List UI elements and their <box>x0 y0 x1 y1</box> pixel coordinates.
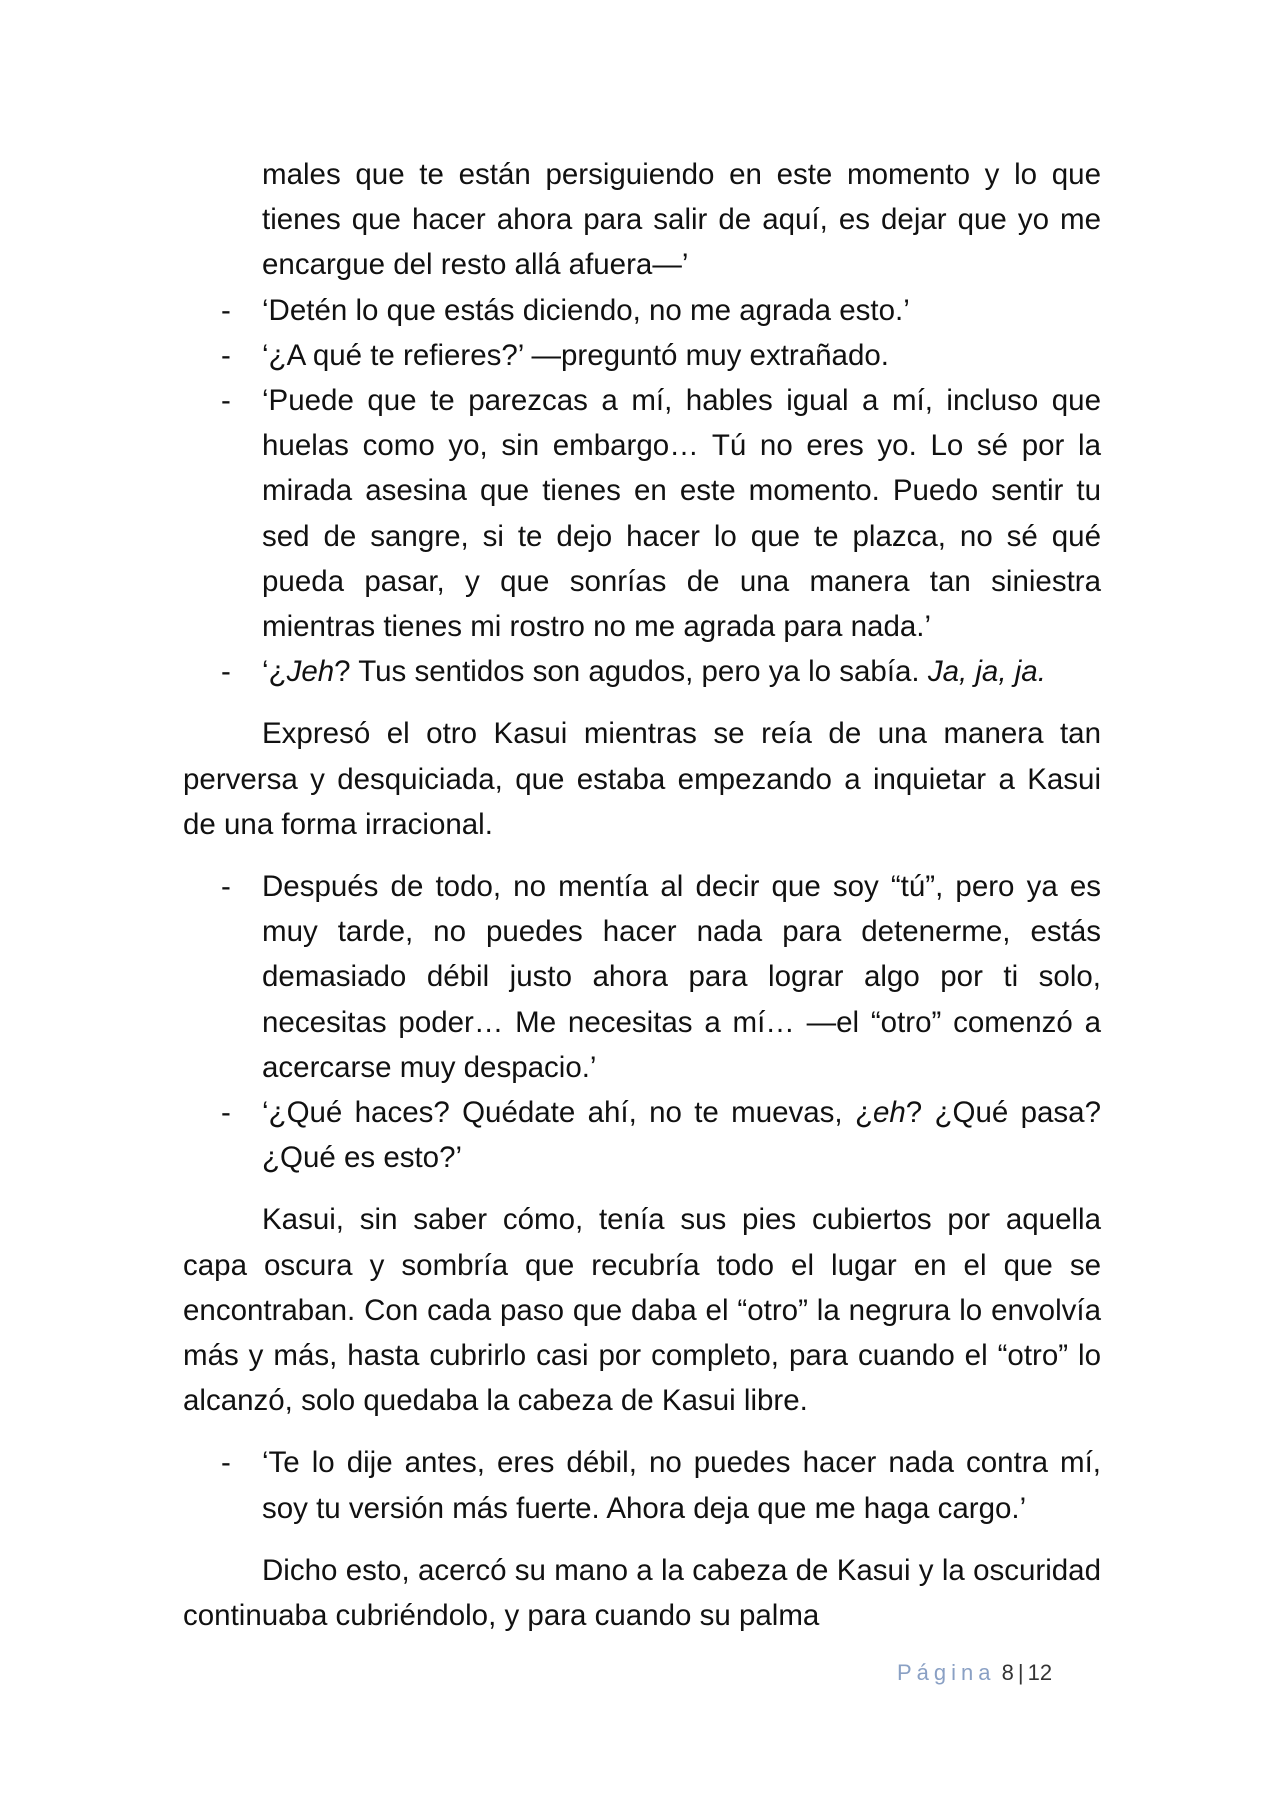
page-footer <box>897 1660 1052 1686</box>
narrative-paragraph <box>183 1548 1101 1638</box>
footer-page-word: Página <box>897 1660 996 1685</box>
dialogue-dash: - <box>221 384 231 418</box>
dialogue-text: Después de todo, no mentía al decir que soy “tú”, pero ya es muy tarde, no puedes hacer nada para detenerme, estás demasiado débil justo ahora para lograr algo por ti solo, necesitas poder… Me necesitas a mí… —el “otro” comenzó a acercarse muy despacio.’ <box>262 870 1101 1084</box>
footer-page-number: 8 <box>1001 1660 1014 1685</box>
dialogue-line <box>183 649 1101 694</box>
narrative-paragraph <box>183 1197 1101 1423</box>
footer-separator: | <box>1017 1660 1024 1685</box>
dialogue-line <box>183 1440 1101 1530</box>
dialogue-text: males que te están persiguiendo en este momento y lo que tienes que hacer ahora para salir de aquí, es dejar que yo me encargue del resto allá afuera—’ <box>262 158 1101 282</box>
paragraph-text: Kasui, sin saber cómo, tenía sus pies cubiertos por aquella capa oscura y sombría que recubría todo el lugar en el que se encontraban. Con cada paso que daba el “otro” la negrura lo envolvía más y más, hasta cubrirlo casi por completo, para cuando el “otro” lo alcanzó, solo quedaba la cabeza de Kasui libre. <box>183 1203 1101 1418</box>
body-text <box>183 152 1101 1638</box>
paragraph-text: Expresó el otro Kasui mientras se reía de una manera tan perversa y desquiciada, que estaba empezando a inquietar a Kasui de una forma irracional. <box>183 717 1101 841</box>
dialogue-dash: - <box>221 655 231 689</box>
dialogue-text: ‘Te lo dije antes, eres débil, no puedes hacer nada contra mí, soy tu versión más fuerte. Ahora deja que me haga cargo.’ <box>262 1446 1101 1525</box>
dialogue-line <box>183 288 1101 333</box>
dialogue-dash: - <box>221 293 231 327</box>
dialogue-text: ‘¿A qué te refieres?’ —preguntó muy extrañado. <box>262 338 889 372</box>
dialogue-dash: - <box>221 338 231 372</box>
dialogue-dash: - <box>221 1096 231 1130</box>
narrative-paragraph <box>183 711 1101 847</box>
dialogue-text: ‘¿ <box>262 655 287 689</box>
dialogue-line <box>183 333 1101 378</box>
dialogue-italic: Jeh <box>286 655 335 689</box>
dialogue-text: ? ¿Qué pasa? ¿Qué es esto?’ <box>262 1096 1101 1175</box>
dialogue-dash: - <box>221 1446 231 1480</box>
dialogue-line <box>183 1090 1101 1180</box>
dialogue-line <box>183 378 1101 649</box>
dialogue-line <box>183 864 1101 1090</box>
paragraph-text: Dicho esto, acercó su mano a la cabeza de Kasui y la oscuridad continuaba cubriéndolo, y para cuando su palma <box>183 1553 1101 1633</box>
dialogue-dash: - <box>221 870 231 904</box>
dialogue-text: ‘Puede que te parezcas a mí, hables igual a mí, incluso que huelas como yo, sin embargo… Tú no eres yo. Lo sé por la mirada asesina que tienes en este momento. Puedo sentir tu sed de sangre, si te dejo hacer lo que te plazca, no sé qué pueda pasar, y que sonrías de una manera tan siniestra mientras tienes mi rostro no me agrada para nada.’ <box>262 384 1101 644</box>
dialogue-italic: Ja, ja, ja. <box>927 655 1046 689</box>
dialogue-text: ‘Detén lo que estás diciendo, no me agrada esto.’ <box>262 293 910 327</box>
dialogue-continuation <box>183 152 1101 288</box>
dialogue-text: ? Tus sentidos son agudos, pero ya lo sabía. <box>334 655 928 689</box>
dialogue-italic: eh <box>872 1096 906 1130</box>
dialogue-text: ‘¿Qué haces? Quédate ahí, no te muevas, ¿ <box>262 1096 873 1130</box>
footer-total-pages: 12 <box>1027 1660 1053 1685</box>
